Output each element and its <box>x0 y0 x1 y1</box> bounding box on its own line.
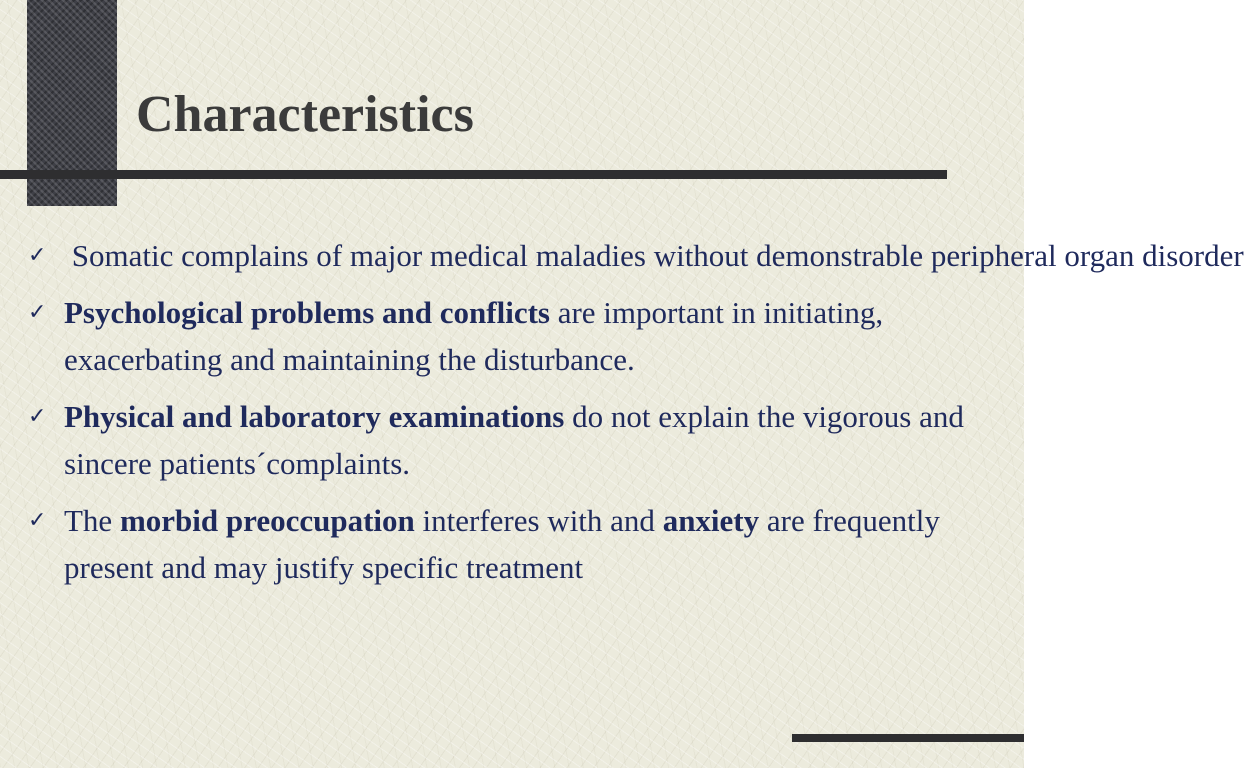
bullet-item <box>28 393 988 487</box>
bullet-bold-text: Psychological problems and conflicts <box>64 295 550 330</box>
bullet-item <box>28 289 988 383</box>
check-icon: ✓ <box>28 404 47 429</box>
bullet-text: Somatic complains of major medical maladies without demonstrable peripheral organ disorder <box>64 238 1244 273</box>
title-divider <box>0 170 947 179</box>
bullet-item <box>28 497 988 591</box>
bullet-item <box>28 232 1244 279</box>
bullet-text: The <box>64 503 120 538</box>
bullet-bold-text: anxiety <box>662 503 760 538</box>
bullet-list <box>28 232 1244 601</box>
check-icon: ✓ <box>28 508 47 533</box>
bullet-text: are important in initiating, exacerbating and maintaining the disturbance. <box>64 295 884 377</box>
bullet-bold-text: Physical and laboratory examinations <box>64 399 565 434</box>
slide-title: Characteristics <box>136 86 474 143</box>
bullet-text: do not explain the vigorous and sincere patients´complaints. <box>64 399 964 481</box>
bullet-bold-text: morbid preoccupation <box>119 503 415 538</box>
bullet-text: are frequently present and may justify specific treatment <box>64 503 940 585</box>
check-icon: ✓ <box>28 243 47 268</box>
footer-divider <box>792 734 1024 742</box>
bullet-text: interferes with and <box>414 503 663 538</box>
check-icon: ✓ <box>28 300 47 325</box>
